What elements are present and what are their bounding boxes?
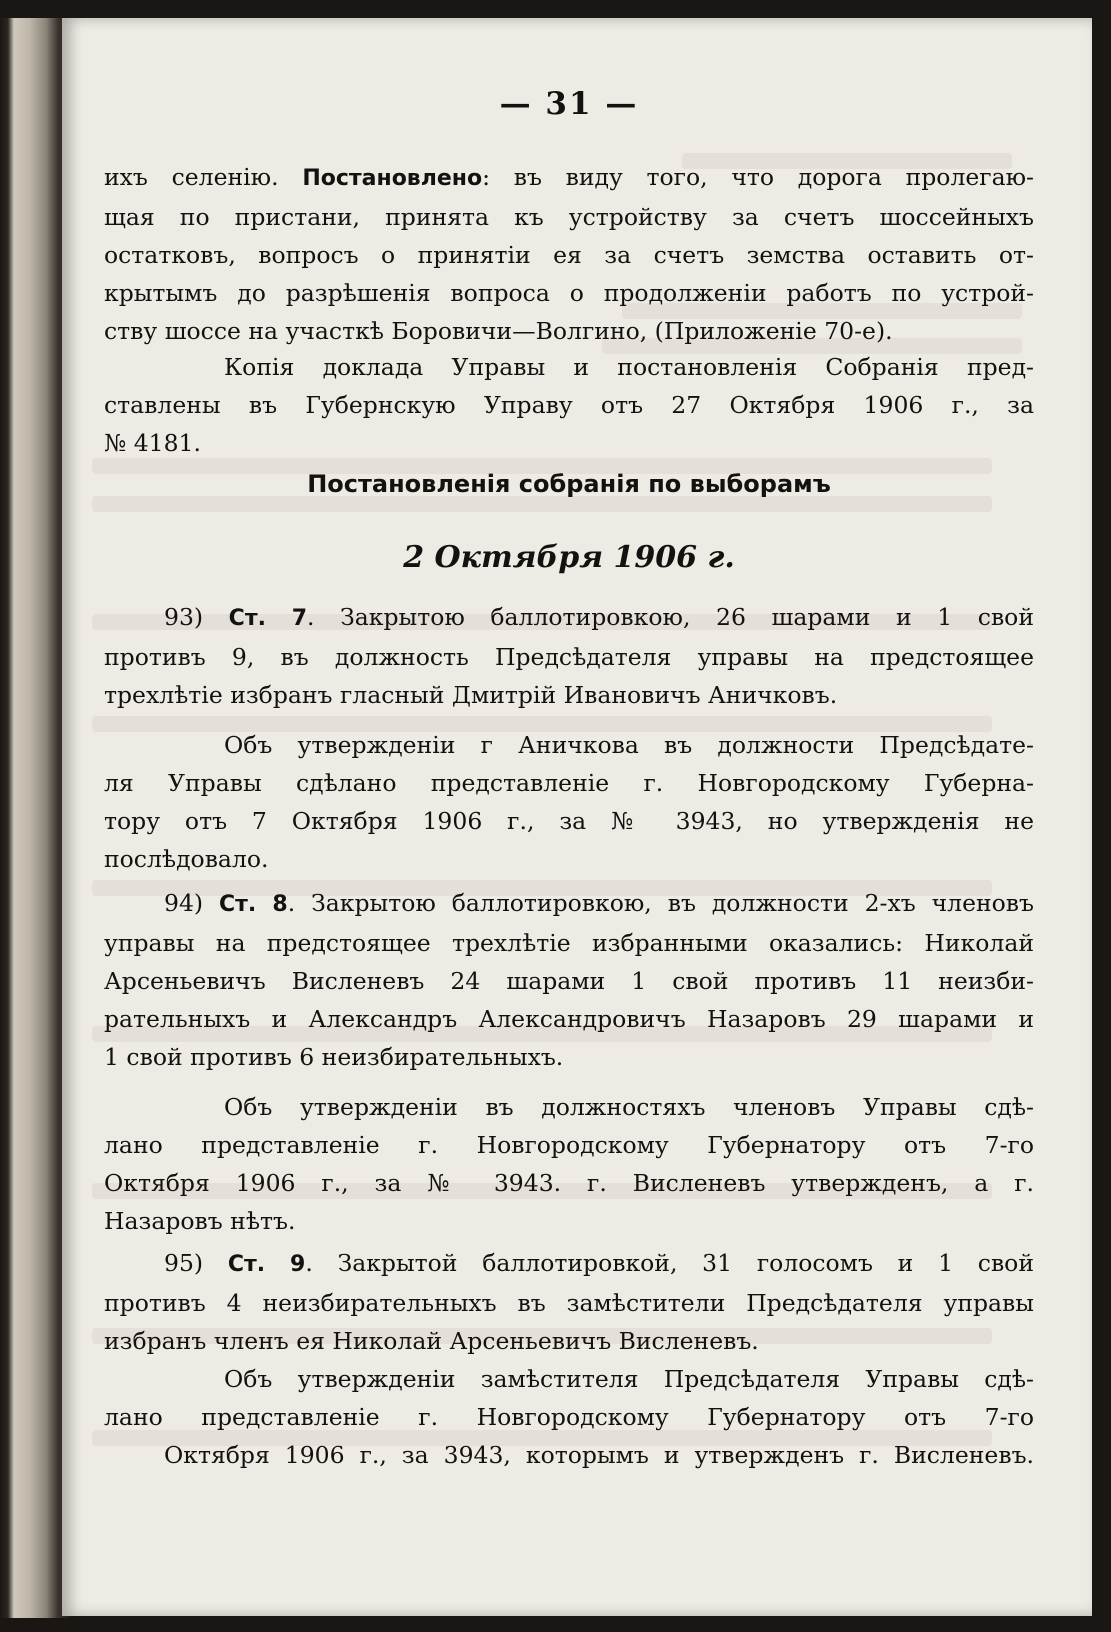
page-sheet bbox=[62, 18, 1092, 1616]
item-number: 93) bbox=[164, 603, 229, 631]
article-ref: Ст. 8 bbox=[219, 892, 288, 917]
text-line bbox=[104, 158, 1034, 198]
text-line: управы на предстоящее трехлѣтіе избранными оказались: Николай bbox=[104, 929, 1034, 957]
text-run: . Закрытою баллотировкою, въ должности 2-хъ членовъ bbox=[287, 889, 1034, 917]
paragraph-approval-members bbox=[104, 1088, 1034, 1240]
text-run: . Закрытой баллотировкой, 31 голосомъ и 1 свой bbox=[305, 1249, 1034, 1277]
text-line bbox=[104, 598, 1034, 638]
text-line: ству шоссе на участкѣ Боровичи—Волгино, (Приложеніе 70-е). bbox=[104, 317, 893, 345]
page-number: — 31 — bbox=[499, 86, 639, 122]
text-line: 1 свой противъ 6 неизбирательныхъ. bbox=[104, 1043, 564, 1071]
text-line: щая по пристани, принята къ устройству за счетъ шоссейныхъ bbox=[104, 203, 1034, 231]
text-line: крытымъ до разрѣшенія вопроса о продолженіи работъ по устрой- bbox=[104, 279, 1034, 307]
text-line: Назаровъ нѣтъ. bbox=[104, 1207, 296, 1235]
text-line: Копія доклада Управы и постановленія Собранія пред- bbox=[224, 353, 1034, 381]
text-run: : въ виду того, что дорога пролегаю- bbox=[482, 163, 1034, 191]
text-line: Арсеньевичъ Висленевъ 24 шарами 1 свой противъ 11 неизби- bbox=[104, 967, 1034, 995]
text-line: Объ утвержденіи въ должностяхъ членовъ Управы сдѣ- bbox=[224, 1093, 1034, 1121]
text-line: лано представленіе г. Новгородскому Губернатору отъ 7-го bbox=[104, 1403, 1034, 1431]
paragraph-resolution bbox=[104, 158, 1034, 350]
date-heading: 2 Октября 1906 г. bbox=[403, 540, 735, 575]
text-line: Октября 1906 г., за № 3943. г. Висленевъ утвержденъ, а г. bbox=[104, 1169, 1034, 1197]
paragraph-approval-deputy bbox=[104, 1360, 1034, 1474]
text-run: ихъ селенію. bbox=[104, 163, 303, 191]
text-line bbox=[104, 1244, 1034, 1284]
text-line: ля Управы сдѣлано представленіе г. Новгородскому Губерна- bbox=[104, 769, 1034, 797]
item-number: 94) bbox=[164, 889, 220, 917]
paragraph-item-95 bbox=[104, 1244, 1034, 1360]
text-line: лано представленіе г. Новгородскому Губернатору отъ 7-го bbox=[104, 1131, 1034, 1159]
text-line: ставлены въ Губернскую Управу отъ 27 Октября 1906 г., за bbox=[104, 391, 1034, 419]
text-line: тору отъ 7 Октября 1906 г., за № 3943, но утвержденія не bbox=[104, 807, 1034, 835]
text-line: послѣдовало. bbox=[104, 845, 269, 873]
paragraph-item-94 bbox=[104, 884, 1034, 1076]
paragraph-copy-of-report bbox=[104, 348, 1034, 462]
text-line: № 4181. bbox=[104, 429, 201, 457]
text-line: остатковъ, вопросъ о принятіи ея за счетъ земства оставить от- bbox=[104, 241, 1034, 269]
text-line: противъ 4 неизбирательныхъ въ замѣстители Предсѣдателя управы bbox=[104, 1289, 1034, 1317]
text-line: трехлѣтіе избранъ гласный Дмитрій Ивановичъ Аничковъ. bbox=[104, 681, 838, 709]
section-heading: Постановленія собранія по выборамъ bbox=[307, 470, 831, 498]
text-line: избранъ членъ ея Николай Арсеньевичъ Висленевъ. bbox=[104, 1327, 759, 1355]
text-line: Октября 1906 г., за 3943, которымъ и утвержденъ г. Висленевъ. bbox=[164, 1441, 1034, 1469]
text-line: Объ утвержденіи замѣстителя Предсѣдателя Управы сдѣ- bbox=[224, 1365, 1034, 1393]
item-number: 95) bbox=[164, 1249, 228, 1277]
text-line: рательныхъ и Александръ Александровичъ Назаровъ 29 шарами и bbox=[104, 1005, 1034, 1033]
paragraph-item-93 bbox=[104, 598, 1034, 714]
text-run: . Закрытою баллотировкою, 26 шарами и 1 свой bbox=[307, 603, 1034, 631]
article-ref: Ст. 7 bbox=[228, 606, 308, 631]
text-line bbox=[104, 884, 1034, 924]
text-line: Объ утвержденіи г Аничкова въ должности Предсѣдате- bbox=[224, 731, 1034, 759]
book-page-edges bbox=[0, 18, 70, 1618]
article-ref: Ст. 9 bbox=[227, 1252, 306, 1277]
bold-term-postanovleno: Постановлено bbox=[302, 166, 483, 191]
paragraph-approval-anichkov bbox=[104, 726, 1034, 878]
text-line: противъ 9, въ должность Предсѣдателя управы на предстоящее bbox=[104, 643, 1034, 671]
